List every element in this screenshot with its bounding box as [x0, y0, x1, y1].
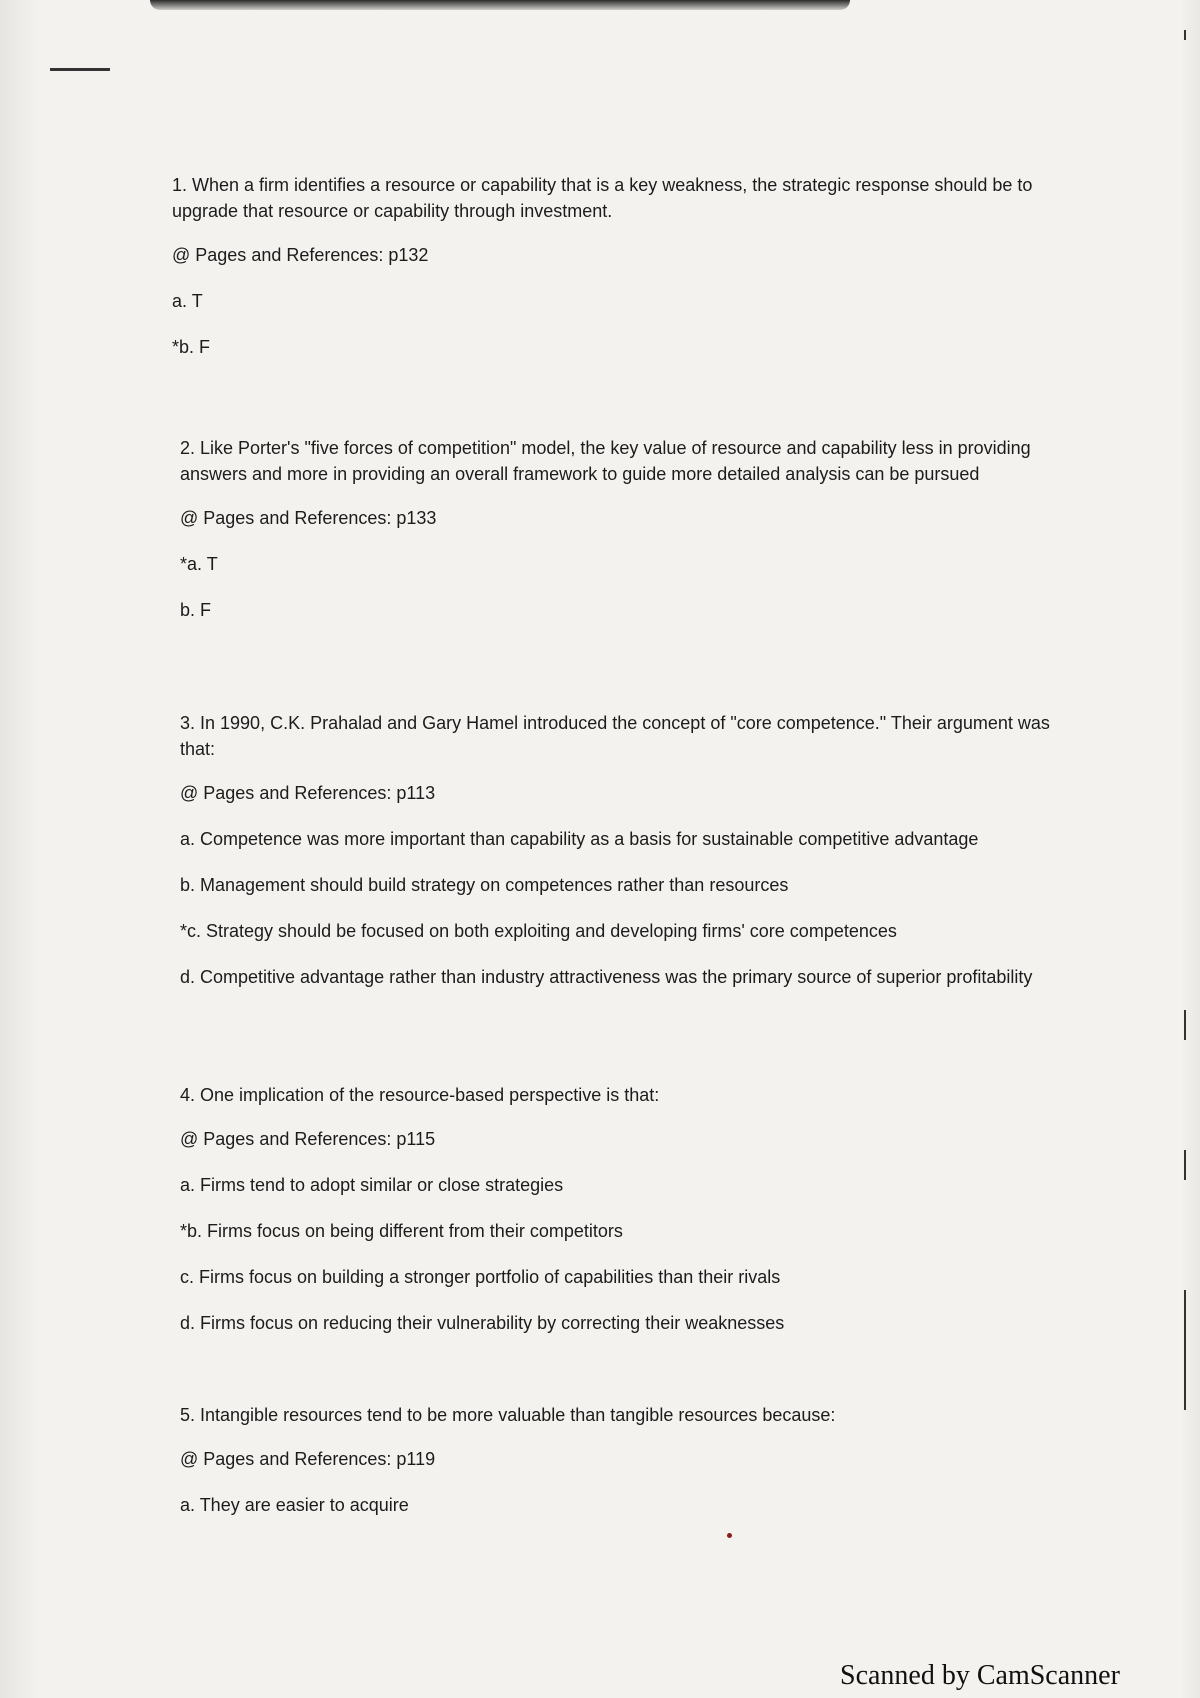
- question-reference: @ Pages and References: p119: [180, 1449, 436, 1469]
- answer-option: a. Firms tend to adopt similar or close strategies: [180, 1175, 564, 1195]
- answer-option: *b. F: [172, 337, 211, 357]
- answer-option: a. Competence was more important than capability as a basis for sustainable competitive advantage: [180, 829, 979, 849]
- answer-option: a. T: [172, 291, 203, 311]
- question-4: [180, 1082, 1060, 1356]
- question-reference: @ Pages and References: p115: [180, 1129, 436, 1149]
- answer-option: d. Competitive advantage rather than industry attractiveness was the primary source of superior profitability: [180, 967, 1033, 987]
- question-text: 1. When a firm identifies a resource or capability that is a key weakness, the strategic response should be to upgrade that resource or capability through investment.: [172, 175, 1033, 221]
- question-text: 2. Like Porter's "five forces of competition" model, the key value of resource and capability less in providing answers and more in providing an overall framework to guide more detailed analysis can be pursued: [180, 438, 1031, 484]
- question-reference: @ Pages and References: p132: [172, 245, 429, 265]
- question-text: 5. Intangible resources tend to be more valuable than tangible resources because:: [180, 1405, 836, 1425]
- answer-option: *b. Firms focus on being different from their competitors: [180, 1221, 623, 1241]
- answer-option: d. Firms focus on reducing their vulnerability by correcting their weaknesses: [180, 1313, 785, 1333]
- question-text: 3. In 1990, C.K. Prahalad and Gary Hamel introduced the concept of "core competence." Their argument was that:: [180, 713, 1050, 759]
- question-3: [180, 710, 1060, 1010]
- answer-option: b. F: [180, 600, 212, 620]
- question-reference: @ Pages and References: p133: [180, 508, 437, 528]
- question-text: 4. One implication of the resource-based perspective is that:: [180, 1085, 660, 1105]
- answer-option: *a. T: [180, 554, 218, 574]
- answer-option: b. Management should build strategy on competences rather than resources: [180, 875, 789, 895]
- question-5: [180, 1402, 1060, 1538]
- question-1: [172, 172, 1052, 380]
- question-reference: @ Pages and References: p113: [180, 783, 436, 803]
- answer-option: a. They are easier to acquire: [180, 1495, 409, 1515]
- scanner-watermark: Scanned by CamScanner: [840, 1660, 1120, 1691]
- question-2: [180, 435, 1060, 643]
- answer-option: *c. Strategy should be focused on both exploiting and developing firms' core competences: [180, 921, 897, 941]
- answer-option: c. Firms focus on building a stronger portfolio of capabilities than their rivals: [180, 1267, 781, 1287]
